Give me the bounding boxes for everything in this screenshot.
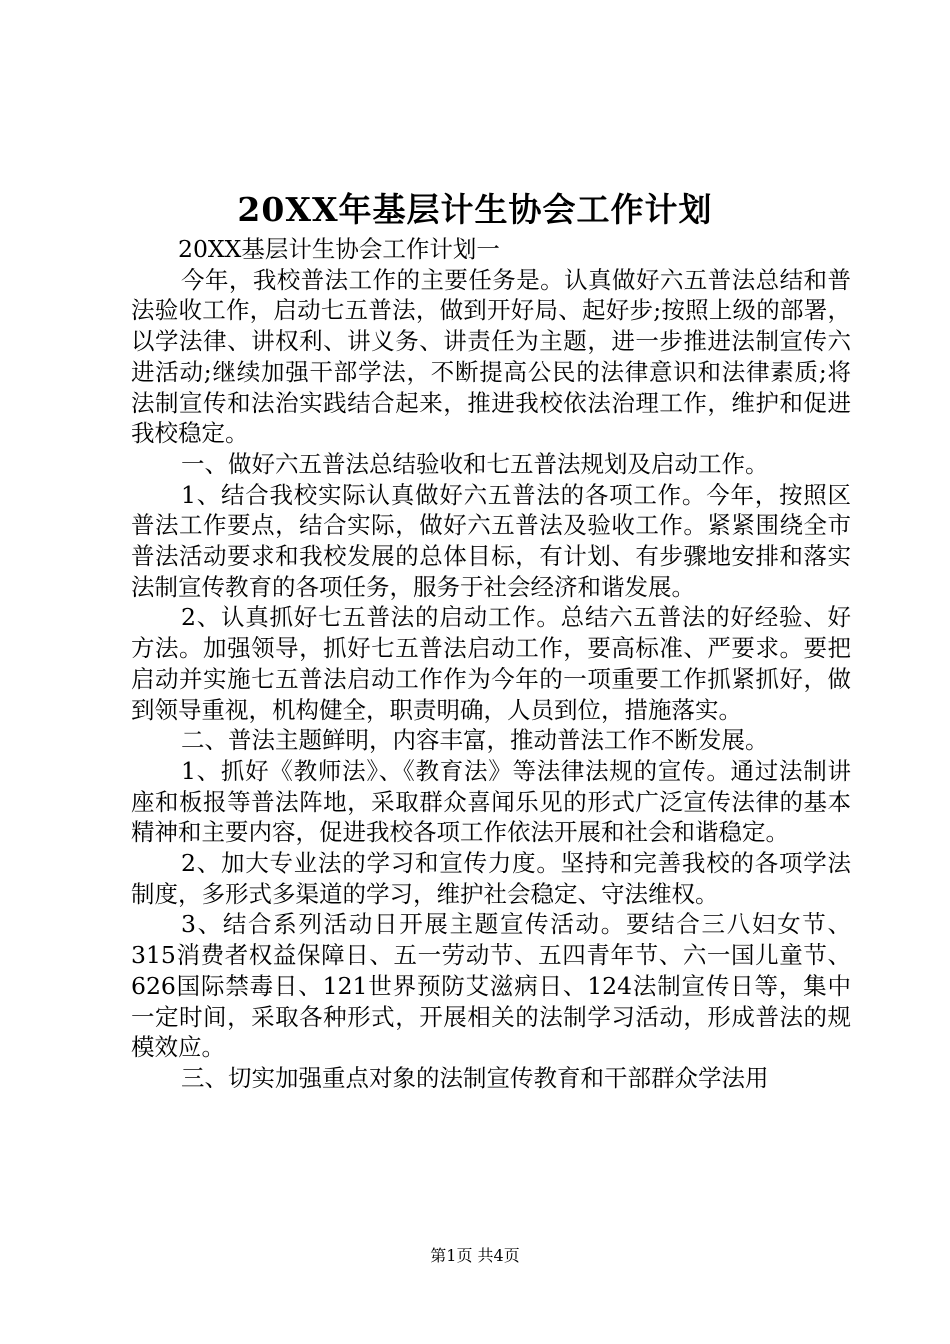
- heading-section-2: 二、普法主题鲜明，内容丰富，推动普法工作不断发展。: [181, 726, 769, 755]
- paragraph-intro: 今年，我校普法工作的主要任务是。认真做好六五普法总结和普法验收工作，启动七五普法，做到开好局、起好步;按照上级的部署，以学法律、讲权利、讲义务、讲责任为主题，进一步推进法制宣传六进活动;继续加强干部学法，不断提高公民的法律意识和法律素质;将法制宣传和法治实践结合起来，推进我校依法治理工作，维护和促进我校稳定。: [131, 265, 851, 448]
- heading-section-3: 三、切实加强重点对象的法制宣传教育和干部群众学法用: [181, 1063, 769, 1092]
- heading-section-1: 一、做好六五普法总结验收和七五普法规划及启动工作。: [181, 449, 769, 478]
- paragraph-1-1: 1、结合我校实际认真做好六五普法的各项工作。今年，按照区普法工作要点，结合实际，做好六五普法及验收工作。紧紧围绕全市普法活动要求和我校发展的总体目标，有计划、有步骤地安排和落实法制宣传教育的各项任务，服务于社会经济和谐发展。: [131, 480, 851, 601]
- paragraph-1-2: 2、认真抓好七五普法的启动工作。总结六五普法的好经验、好方法。加强领导，抓好七五普法启动工作，要高标准、严要求。要把启动并实施七五普法启动工作作为今年的一项重要工作抓紧抓好，做到领导重视，机构健全，职责明确，人员到位，措施落实。: [131, 603, 851, 724]
- paragraph-2-1: 1、抓好《教师法》、《教育法》等法律法规的宣传。通过法制讲座和板报等普法阵地，采取群众喜闻乐见的形式广泛宣传法律的基本精神和主要内容，促进我校各项工作依法开展和社会和谐稳定。: [131, 756, 851, 847]
- page-footer: 第1页 共4页: [430, 1246, 520, 1265]
- paragraph-2-2: 2、加大专业法的学习和宣传力度。坚持和完善我校的各项学法制度，多形式多渠道的学习，维护社会稳定、守法维权。: [131, 849, 851, 908]
- section-subtitle: 20XX基层计生协会工作计划一: [178, 235, 500, 263]
- paragraph-2-3: 3、结合系列活动日开展主题宣传活动。要结合三八妇女节、315消费者权益保障日、五一劳动节、五四青年节、六一国儿童节、626国际禁毒日、121世界预防艾滋病日、124法制宣传日等，集中一定时间，采取各种形式，开展相关的法制学习活动，形成普法的规模效应。: [131, 910, 851, 1062]
- document-body: [131, 234, 851, 1094]
- document-title: 20XX年基层计生协会工作计划: [237, 190, 713, 229]
